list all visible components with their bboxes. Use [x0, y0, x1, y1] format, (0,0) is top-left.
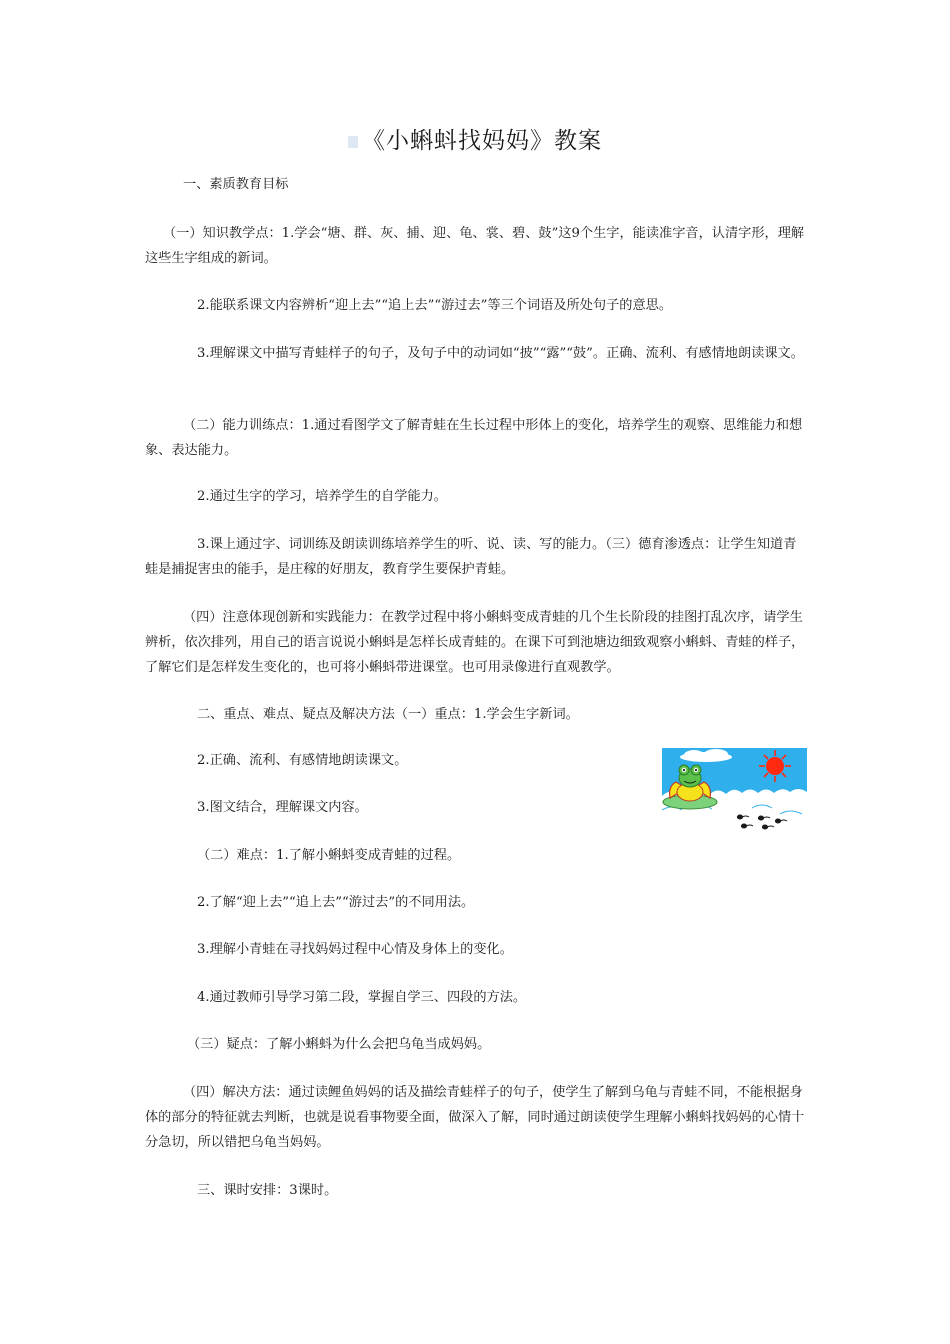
- paragraph-9: 二、重点、难点、疑点及解决方法（一）重点：1.学会生字新词。: [197, 707, 579, 722]
- paragraph-8: （四）注意体现创新和实践能力：在教学过程中将小蝌蚪变成青蛙的几个生长阶段的挂图打乱次序，请学生辨析，依次排列，用自己的语言说说小蝌蚪是怎样长成青蛙的。在课下可到池塘边细致观察小蝌蚪、青蛙的样子，了解它们是怎样发生变化的，也可将小蝌蚪带进课堂。也可用录像进行直观教学。: [145, 610, 805, 675]
- frog-tadpole-pond-icon: [662, 748, 807, 856]
- paragraph-12: （二）难点：1.了解小蝌蚪变成青蛙的过程。: [197, 848, 461, 863]
- paragraph-7: 3.课上通过字、词训练及朗读训练培养学生的听、说、读、写的能力。（三）德育渗透点：让学生知道青蛙是捕捉害虫的能手，是庄稼的好朋友，教育学生要保护青蛙。: [145, 537, 797, 577]
- paragraph-17: （四）解决方法：通过读鲤鱼妈妈的话及描绘青蛙样子的句子，使学生了解到乌龟与青蛙不同，不能根据身体的部分的特征就去判断，也就是说看事物要全面，做深入了解，同时通过朗读使学生理解小蝌蚪找妈妈的心情十分急切，所以错把乌龟当妈妈。: [145, 1085, 805, 1150]
- paragraph-4: 3.理解课文中描写青蛙样子的句子，及句子中的动词如“披”“露”“鼓”。正确、流利、有感情地朗读课文。: [197, 346, 804, 361]
- paragraph-13: 2.了解“迎上去”“追上去”“游过去”的不同用法。: [197, 895, 475, 910]
- paragraph-3: 2.能联系课文内容辨析“迎上去”“追上去”“游过去”等三个词语及所处句子的意思。: [197, 298, 673, 313]
- paragraph-6: 2.通过生字的学习，培养学生的自学能力。: [197, 489, 447, 504]
- paragraph-5: （二）能力训练点：1.通过看图学文了解青蛙在生长过程中形体上的变化，培养学生的观察、思维能力和想象、表达能力。: [145, 418, 803, 458]
- paragraph-11: 3.图文结合，理解课文内容。: [197, 800, 368, 815]
- page-title-text: 《小蝌蚪找妈妈》教案: [362, 128, 602, 154]
- title-marker: [348, 136, 358, 148]
- paragraph-14: 3.理解小青蛙在寻找妈妈过程中心情及身体上的变化。: [197, 942, 513, 957]
- paragraph-15: 4.通过教师引导学习第二段，掌握自学三、四段的方法。: [197, 990, 527, 1005]
- paragraph-18: 三、课时安排：3课时。: [197, 1183, 338, 1198]
- paragraph-1: 一、素质教育目标: [183, 177, 289, 192]
- paragraph-10: 2.正确、流利、有感情地朗读课文。: [197, 753, 408, 768]
- paragraph-2: （一）知识教学点：1.学会“塘、群、灰、捕、迎、龟、裳、碧、鼓”这9个生字，能读准字音，认清字形，理解这些生字组成的新词。: [145, 226, 805, 266]
- page-title: [0, 122, 950, 155]
- paragraph-16: （三）疑点：了解小蝌蚪为什么会把乌龟当成妈妈。: [187, 1037, 491, 1052]
